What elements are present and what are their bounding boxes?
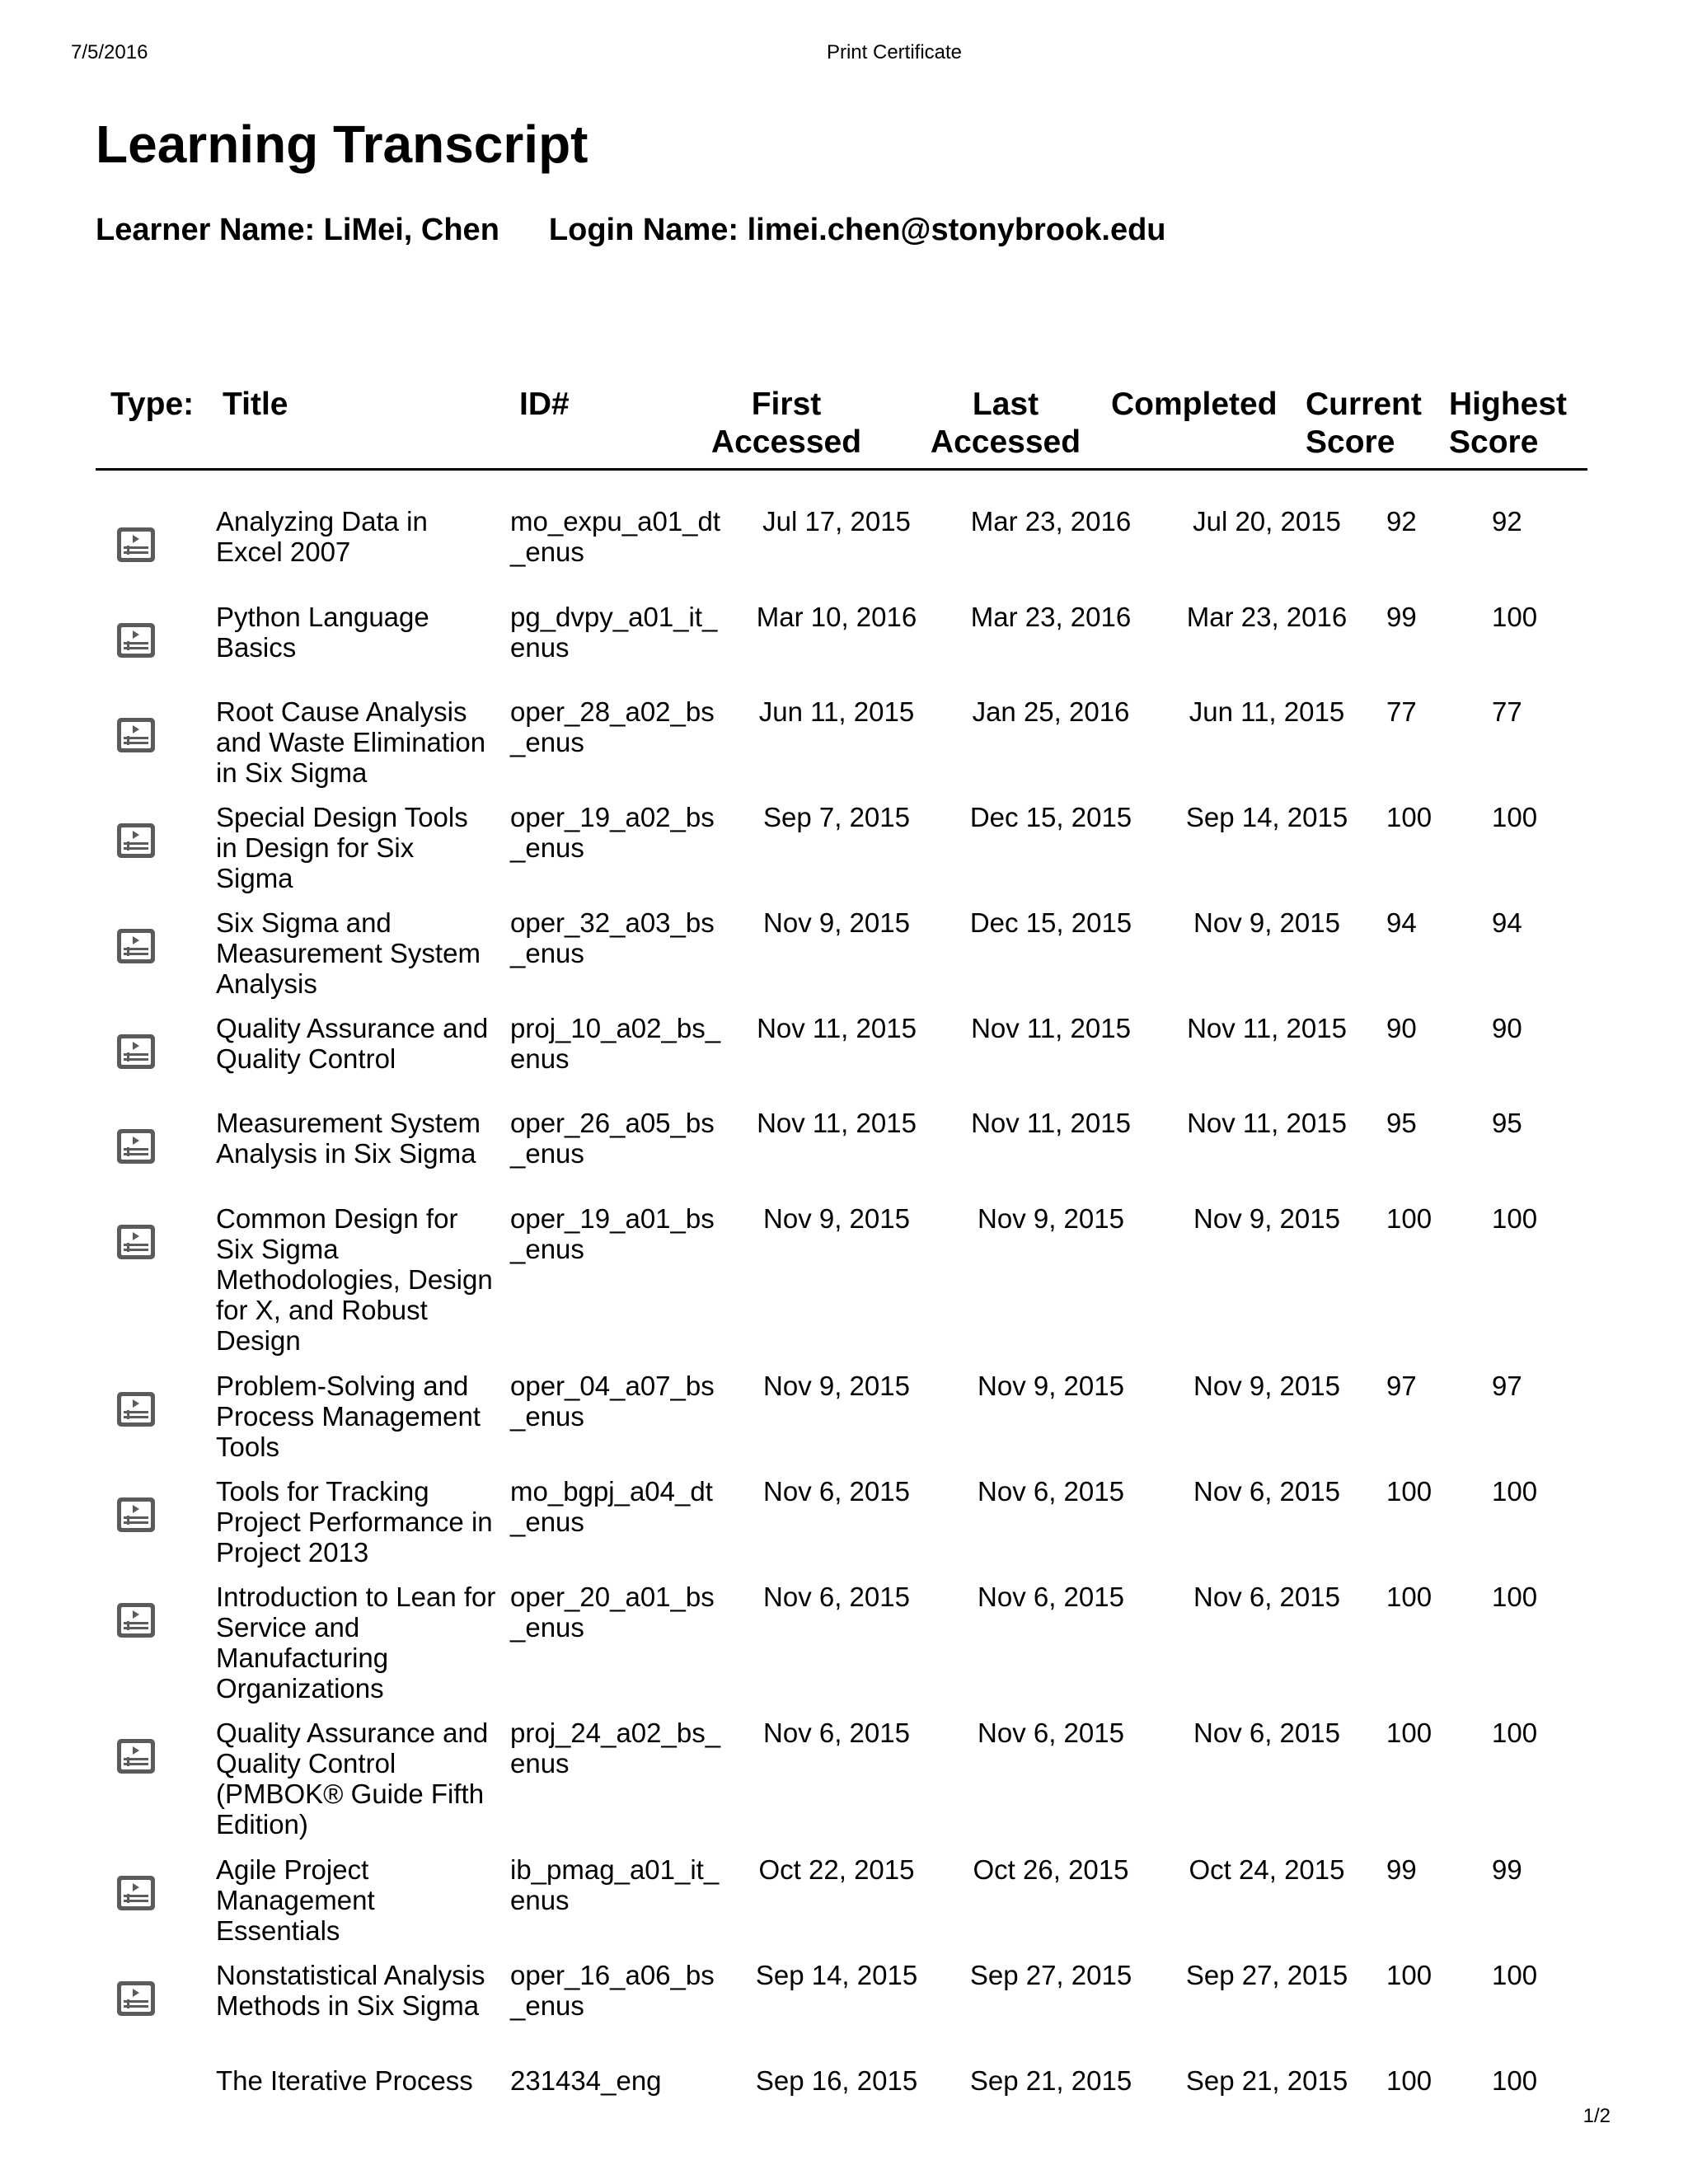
current-score: 77 xyxy=(1386,696,1417,727)
highest-score: 100 xyxy=(1492,2065,1538,2096)
course-id: pg_dvpy_a01_it_enus xyxy=(510,602,718,663)
course-id: oper_19_a02_bs_enus xyxy=(510,802,715,863)
highest-score: 100 xyxy=(1492,1960,1538,1990)
highest-score: 100 xyxy=(1492,802,1538,832)
first-accessed: Nov 6, 2015 xyxy=(763,1582,910,1612)
last-accessed: Nov 11, 2015 xyxy=(971,1108,1131,1138)
course-id: oper_20_a01_bs_enus xyxy=(510,1582,715,1643)
course-title: Quality Assurance and Quality Control (PMBOK® Guide Fifth Edition) xyxy=(216,1718,489,1840)
completed-date: Nov 9, 2015 xyxy=(1193,1203,1340,1234)
course-player-icon xyxy=(115,1980,157,2018)
current-score: 100 xyxy=(1386,802,1432,832)
login-name: Login Name: limei.chen@stonybrook.edu xyxy=(548,213,1166,247)
highest-score: 77 xyxy=(1492,696,1522,727)
highest-score: 100 xyxy=(1492,602,1538,632)
col-first-line2: Accessed xyxy=(710,424,862,460)
course-id: mo_bgpj_a04_dt_enus xyxy=(510,1476,713,1537)
completed-date: Nov 11, 2015 xyxy=(1187,1013,1347,1043)
completed-date: Nov 6, 2015 xyxy=(1193,1476,1340,1507)
col-highest-line2: Score xyxy=(1449,424,1539,460)
highest-score: 92 xyxy=(1492,506,1522,537)
last-accessed: Nov 11, 2015 xyxy=(971,1013,1131,1043)
col-current-line2: Score xyxy=(1306,424,1395,460)
print-title: Print Certificate xyxy=(826,41,963,63)
first-accessed: Nov 6, 2015 xyxy=(763,1718,910,1748)
course-title: Common Design for Six Sigma Methodologies, Design for X, and Robust Design xyxy=(216,1203,493,1356)
header-title-wrap xyxy=(0,41,1688,64)
completed-date: Jun 11, 2015 xyxy=(1189,696,1345,727)
course-id: oper_32_a03_bs_enus xyxy=(510,907,715,968)
last-accessed: Dec 15, 2015 xyxy=(969,802,1132,832)
completed-date: Nov 9, 2015 xyxy=(1193,907,1340,938)
last-accessed: Mar 23, 2016 xyxy=(970,506,1132,537)
course-id: mo_expu_a01_dt_enus xyxy=(510,506,721,567)
completed-date: Nov 6, 2015 xyxy=(1193,1718,1340,1748)
course-id: oper_26_a05_bs_enus xyxy=(510,1108,715,1169)
current-score: 100 xyxy=(1386,1203,1432,1234)
current-score: 90 xyxy=(1386,1013,1417,1043)
highest-score: 100 xyxy=(1492,1476,1538,1507)
last-accessed: Mar 23, 2016 xyxy=(970,602,1132,632)
first-accessed: Sep 16, 2015 xyxy=(755,2065,918,2096)
first-accessed: Jul 17, 2015 xyxy=(762,506,911,537)
course-player-icon xyxy=(115,1033,157,1071)
completed-date: Nov 9, 2015 xyxy=(1193,1371,1340,1401)
course-title: Agile Project Management Essentials xyxy=(216,1854,375,1946)
course-title: Special Design Tools in Design for Six Sigma xyxy=(216,802,468,893)
col-highest-line1: Highest xyxy=(1449,387,1568,422)
current-score: 100 xyxy=(1386,1960,1432,1990)
first-accessed: Jun 11, 2015 xyxy=(758,696,915,727)
completed-date: Sep 27, 2015 xyxy=(1185,1960,1348,1990)
highest-score: 100 xyxy=(1492,1582,1538,1612)
last-accessed: Sep 21, 2015 xyxy=(969,2065,1132,2096)
course-id: proj_10_a02_bs_enus xyxy=(510,1013,721,1074)
completed-date: Sep 14, 2015 xyxy=(1185,802,1348,832)
course-player-icon xyxy=(115,1127,157,1165)
page-header xyxy=(0,41,1688,69)
page-number: 1/2 xyxy=(1582,2105,1611,2127)
completed-date: Jul 20, 2015 xyxy=(1193,506,1341,537)
first-accessed: Mar 10, 2016 xyxy=(756,602,917,632)
course-id: oper_19_a01_bs_enus xyxy=(510,1203,715,1264)
course-id: oper_04_a07_bs_enus xyxy=(510,1371,715,1432)
current-score: 95 xyxy=(1386,1108,1417,1138)
first-accessed: Nov 11, 2015 xyxy=(757,1013,917,1043)
completed-date: Nov 11, 2015 xyxy=(1187,1108,1347,1138)
current-score: 100 xyxy=(1386,1582,1432,1612)
document-title: Learning Transcript xyxy=(96,115,588,174)
first-accessed: Nov 9, 2015 xyxy=(763,1203,910,1234)
course-title: Introduction to Lean for Service and Manufacturing Organizations xyxy=(216,1582,496,1704)
course-id: 231434_eng xyxy=(510,2065,662,2096)
course-title: Quality Assurance and Quality Control xyxy=(216,1013,489,1074)
course-title: Analyzing Data in Excel 2007 xyxy=(216,506,428,567)
col-current-score xyxy=(1306,386,1422,462)
first-accessed: Oct 22, 2015 xyxy=(758,1854,915,1885)
table-header xyxy=(96,386,1587,471)
col-last-accessed xyxy=(907,386,1104,462)
current-score: 99 xyxy=(1386,1854,1417,1885)
course-title: Measurement System Analysis in Six Sigma xyxy=(216,1108,481,1169)
highest-score: 100 xyxy=(1492,1718,1538,1748)
course-player-icon xyxy=(115,822,157,860)
course-player-icon xyxy=(115,1737,157,1775)
course-player-icon xyxy=(115,1496,157,1534)
course-player-icon xyxy=(115,1874,157,1912)
col-type: Type: xyxy=(110,387,195,422)
last-accessed: Oct 26, 2015 xyxy=(973,1854,1129,1885)
highest-score: 94 xyxy=(1492,907,1522,938)
current-score: 100 xyxy=(1386,2065,1432,2096)
course-player-icon xyxy=(115,716,157,754)
course-player-icon xyxy=(115,526,157,564)
col-id: ID# xyxy=(519,387,570,422)
course-title: Nonstatistical Analysis Methods in Six Sigma xyxy=(216,1960,485,2021)
course-title: Python Language Basics xyxy=(216,602,429,663)
highest-score: 97 xyxy=(1492,1371,1522,1401)
course-player-icon xyxy=(115,927,157,965)
highest-score: 99 xyxy=(1492,1854,1522,1885)
completed-date: Nov 6, 2015 xyxy=(1193,1582,1340,1612)
course-title: Root Cause Analysis and Waste Elimination in Six Sigma xyxy=(216,696,486,788)
current-score: 99 xyxy=(1386,602,1417,632)
print-date: 7/5/2016 xyxy=(71,41,148,63)
col-first-line1: First xyxy=(751,387,822,422)
first-accessed: Nov 6, 2015 xyxy=(763,1476,910,1507)
highest-score: 100 xyxy=(1492,1203,1538,1234)
course-title: Six Sigma and Measurement System Analysis xyxy=(216,907,481,999)
last-accessed: Nov 6, 2015 xyxy=(978,1582,1124,1612)
course-id: ib_pmag_a01_it_enus xyxy=(510,1854,720,1915)
first-accessed: Nov 11, 2015 xyxy=(757,1108,917,1138)
current-score: 92 xyxy=(1386,506,1417,537)
course-id: oper_28_a02_bs_enus xyxy=(510,696,715,757)
first-accessed: Sep 7, 2015 xyxy=(763,802,910,832)
col-completed: Completed xyxy=(1111,387,1278,422)
course-title: The Iterative Process xyxy=(216,2065,473,2096)
course-player-icon xyxy=(115,1223,157,1261)
last-accessed: Nov 9, 2015 xyxy=(978,1203,1124,1234)
highest-score: 90 xyxy=(1492,1013,1522,1043)
completed-date: Oct 24, 2015 xyxy=(1189,1854,1345,1885)
col-last-line1: Last xyxy=(972,387,1039,422)
current-score: 94 xyxy=(1386,907,1417,938)
last-accessed: Jan 25, 2016 xyxy=(972,696,1130,727)
first-accessed: Sep 14, 2015 xyxy=(755,1960,918,1990)
last-accessed: Nov 6, 2015 xyxy=(978,1476,1124,1507)
current-score: 97 xyxy=(1386,1371,1417,1401)
course-player-icon xyxy=(115,1601,157,1639)
col-highest-score xyxy=(1449,386,1567,462)
last-accessed: Sep 27, 2015 xyxy=(969,1960,1132,1990)
col-current-line1: Current xyxy=(1306,387,1422,422)
course-player-icon xyxy=(115,621,157,659)
completed-date: Sep 21, 2015 xyxy=(1185,2065,1348,2096)
col-first-accessed xyxy=(687,386,885,462)
last-accessed: Dec 15, 2015 xyxy=(969,907,1132,938)
col-title: Title xyxy=(223,387,288,422)
current-score: 100 xyxy=(1386,1476,1432,1507)
highest-score: 95 xyxy=(1492,1108,1522,1138)
course-title: Problem-Solving and Process Management Tools xyxy=(216,1371,481,1462)
last-accessed: Nov 6, 2015 xyxy=(978,1718,1124,1748)
first-accessed: Nov 9, 2015 xyxy=(763,1371,910,1401)
first-accessed: Nov 9, 2015 xyxy=(763,907,910,938)
learner-name: Learner Name: LiMei, Chen xyxy=(96,213,499,247)
last-accessed: Nov 9, 2015 xyxy=(978,1371,1124,1401)
col-last-line2: Accessed xyxy=(930,424,1081,460)
course-title: Tools for Tracking Project Performance in Project 2013 xyxy=(216,1476,493,1568)
course-id: proj_24_a02_bs_enus xyxy=(510,1718,721,1779)
current-score: 100 xyxy=(1386,1718,1432,1748)
course-id: oper_16_a06_bs_enus xyxy=(510,1960,715,2021)
course-player-icon xyxy=(115,1390,157,1428)
learner-info xyxy=(96,213,1166,248)
completed-date: Mar 23, 2016 xyxy=(1186,602,1348,632)
